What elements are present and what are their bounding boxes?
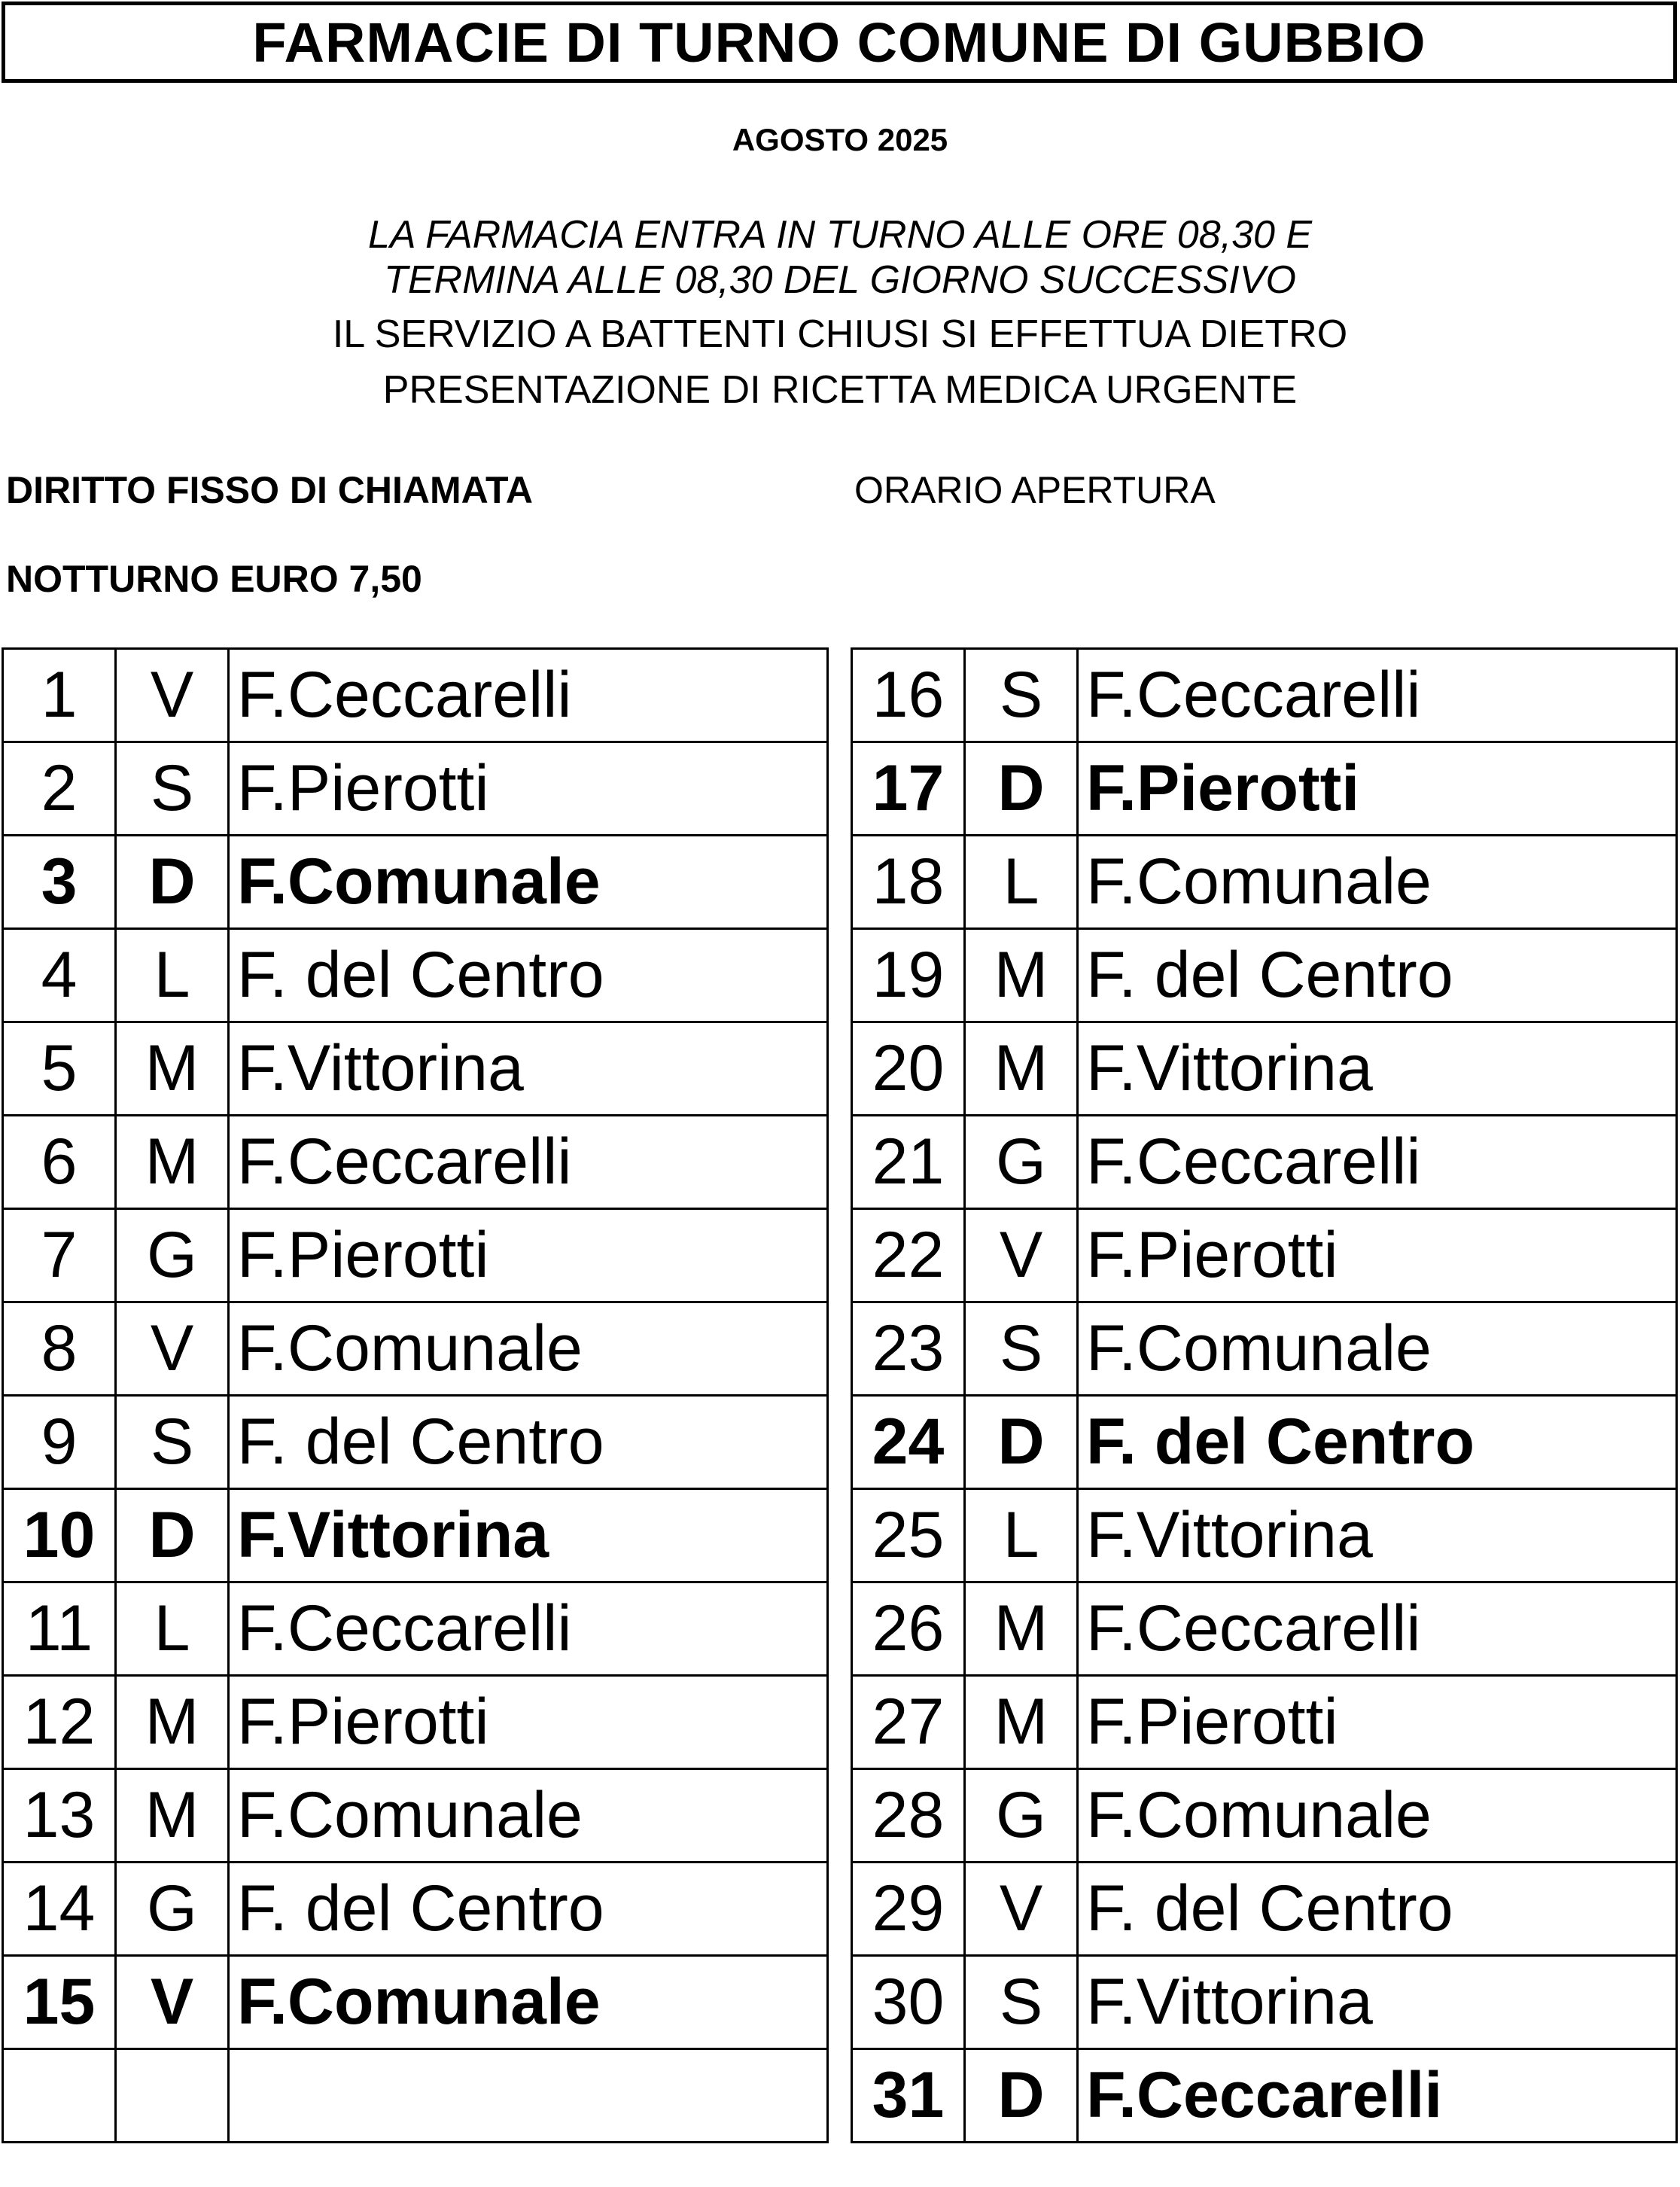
weekday-cell: S	[965, 1956, 1078, 2049]
weekday-cell: G	[965, 1769, 1078, 1863]
table-row	[852, 1396, 1677, 1489]
table-row	[3, 649, 828, 742]
day-cell: 20	[852, 1022, 965, 1116]
pharmacy-cell: F.Pierotti	[229, 1209, 828, 1302]
day-cell: 2	[3, 742, 116, 836]
info-line-2: TERMINA ALLE 08,30 DEL GIORNO SUCCESSIVO	[384, 258, 1296, 302]
day-cell: 24	[852, 1396, 965, 1489]
weekday-cell: V	[965, 1209, 1078, 1302]
info-line-3: IL SERVIZIO A BATTENTI CHIUSI SI EFFETTUA DIETRO	[332, 312, 1348, 356]
day-cell: 25	[852, 1489, 965, 1582]
weekday-cell: M	[965, 1676, 1078, 1769]
day-cell: 9	[3, 1396, 116, 1489]
schedule-table-left	[2, 647, 829, 2143]
table-row	[852, 2049, 1677, 2143]
day-cell: 15	[3, 1956, 116, 2049]
weekday-cell: D	[116, 1489, 229, 1582]
pharmacy-cell: F.Ceccarelli	[229, 1116, 828, 1209]
info-line-4: PRESENTAZIONE DI RICETTA MEDICA URGENTE	[382, 368, 1298, 412]
day-cell: 14	[3, 1863, 116, 1956]
table-row	[3, 1956, 828, 2049]
pharmacy-cell: F.Vittorina	[229, 1022, 828, 1116]
pharmacy-cell: F.Comunale	[229, 1302, 828, 1396]
weekday-cell: L	[965, 836, 1078, 929]
weekday-cell: S	[116, 742, 229, 836]
weekday-cell: G	[116, 1209, 229, 1302]
weekday-cell: G	[965, 1116, 1078, 1209]
day-cell: 16	[852, 649, 965, 742]
weekday-cell: S	[965, 1302, 1078, 1396]
pharmacy-cell: F. del Centro	[229, 929, 828, 1022]
pharmacy-cell: F.Ceccarelli	[1078, 1116, 1677, 1209]
table-row	[852, 1582, 1677, 1676]
opening-hours-label: ORARIO APERTURA	[854, 469, 1216, 511]
pharmacy-cell: F.Comunale	[1078, 1769, 1677, 1863]
table-row	[3, 1769, 828, 1863]
weekday-cell: D	[965, 2049, 1078, 2143]
weekday-cell: V	[116, 1956, 229, 2049]
day-cell: 19	[852, 929, 965, 1022]
weekday-cell: M	[965, 1022, 1078, 1116]
weekday-cell: S	[116, 1396, 229, 1489]
table-row	[3, 1676, 828, 1769]
weekday-cell: M	[965, 1582, 1078, 1676]
day-cell: 18	[852, 836, 965, 929]
day-cell: 26	[852, 1582, 965, 1676]
weekday-cell: M	[965, 929, 1078, 1022]
pharmacy-cell: F.Vittorina	[1078, 1489, 1677, 1582]
pharmacy-cell: F. del Centro	[1078, 1863, 1677, 1956]
pharmacy-cell: F.Ceccarelli	[1078, 1582, 1677, 1676]
table-row	[852, 836, 1677, 929]
weekday-cell: V	[965, 1863, 1078, 1956]
month-heading: AGOSTO 2025	[732, 122, 948, 157]
table-row	[852, 929, 1677, 1022]
day-cell: 6	[3, 1116, 116, 1209]
fee-label: DIRITTO FISSO DI CHIAMATA	[6, 469, 533, 511]
table-row	[3, 742, 828, 836]
table-row	[3, 1302, 828, 1396]
table-row	[3, 1582, 828, 1676]
pharmacy-cell: F.Pierotti	[1078, 1676, 1677, 1769]
pharmacy-cell: F.Ceccarelli	[229, 1582, 828, 1676]
weekday-cell: M	[116, 1769, 229, 1863]
pharmacy-cell: F.Comunale	[1078, 1302, 1677, 1396]
page-title: FARMACIE DI TURNO COMUNE DI GUBBIO	[2, 2, 1677, 83]
table-row	[852, 1863, 1677, 1956]
table-row	[852, 742, 1677, 836]
table-row	[3, 836, 828, 929]
pharmacy-cell: F.Pierotti	[229, 742, 828, 836]
table-row	[852, 1302, 1677, 1396]
pharmacy-cell	[229, 2049, 828, 2143]
pharmacy-cell: F.Pierotti	[229, 1676, 828, 1769]
weekday-cell	[116, 2049, 229, 2143]
night-fee-value: NOTTURNO EURO 7,50	[6, 558, 422, 600]
pharmacy-cell: F.Vittorina	[229, 1489, 828, 1582]
table-row	[3, 929, 828, 1022]
schedule-table-right	[851, 647, 1678, 2143]
day-cell: 11	[3, 1582, 116, 1676]
day-cell: 23	[852, 1302, 965, 1396]
pharmacy-cell: F.Vittorina	[1078, 1956, 1677, 2049]
day-cell: 22	[852, 1209, 965, 1302]
table-row	[852, 1209, 1677, 1302]
weekday-cell: M	[116, 1116, 229, 1209]
day-cell: 1	[3, 649, 116, 742]
pharmacy-cell: F.Ceccarelli	[1078, 649, 1677, 742]
pharmacy-cell: F.Pierotti	[1078, 742, 1677, 836]
table-row	[852, 1769, 1677, 1863]
table-row	[852, 1489, 1677, 1582]
weekday-cell: G	[116, 1863, 229, 1956]
day-cell: 5	[3, 1022, 116, 1116]
weekday-cell: D	[965, 1396, 1078, 1489]
table-row	[852, 649, 1677, 742]
pharmacy-cell: F. del Centro	[1078, 1396, 1677, 1489]
weekday-cell: L	[116, 1582, 229, 1676]
day-cell: 7	[3, 1209, 116, 1302]
table-row	[3, 1396, 828, 1489]
weekday-cell: V	[116, 1302, 229, 1396]
weekday-cell: M	[116, 1676, 229, 1769]
weekday-cell: V	[116, 649, 229, 742]
pharmacy-cell: F. del Centro	[229, 1396, 828, 1489]
pharmacy-cell: F.Comunale	[229, 836, 828, 929]
day-cell: 30	[852, 1956, 965, 2049]
table-row	[852, 1116, 1677, 1209]
day-cell: 31	[852, 2049, 965, 2143]
table-row	[3, 1209, 828, 1302]
day-cell: 13	[3, 1769, 116, 1863]
day-cell	[3, 2049, 116, 2143]
weekday-cell: D	[116, 836, 229, 929]
table-row	[3, 2049, 828, 2143]
day-cell: 17	[852, 742, 965, 836]
table-row	[3, 1489, 828, 1582]
weekday-cell: M	[116, 1022, 229, 1116]
weekday-cell: L	[965, 1489, 1078, 1582]
weekday-cell: S	[965, 649, 1078, 742]
table-row	[852, 1022, 1677, 1116]
pharmacy-cell: F.Comunale	[229, 1956, 828, 2049]
pharmacy-cell: F. del Centro	[1078, 929, 1677, 1022]
table-row	[3, 1863, 828, 1956]
pharmacy-cell: F.Pierotti	[1078, 1209, 1677, 1302]
day-cell: 3	[3, 836, 116, 929]
pharmacy-cell: F. del Centro	[229, 1863, 828, 1956]
info-line-1: LA FARMACIA ENTRA IN TURNO ALLE ORE 08,30 E	[367, 213, 1313, 257]
day-cell: 27	[852, 1676, 965, 1769]
day-cell: 29	[852, 1863, 965, 1956]
weekday-cell: D	[965, 742, 1078, 836]
pharmacy-cell: F.Ceccarelli	[1078, 2049, 1677, 2143]
weekday-cell: L	[116, 929, 229, 1022]
table-row	[852, 1956, 1677, 2049]
table-row	[852, 1676, 1677, 1769]
day-cell: 4	[3, 929, 116, 1022]
day-cell: 12	[3, 1676, 116, 1769]
day-cell: 28	[852, 1769, 965, 1863]
table-row	[3, 1022, 828, 1116]
pharmacy-cell: F.Comunale	[1078, 836, 1677, 929]
pharmacy-cell: F.Ceccarelli	[229, 649, 828, 742]
day-cell: 10	[3, 1489, 116, 1582]
pharmacy-cell: F.Comunale	[229, 1769, 828, 1863]
day-cell: 8	[3, 1302, 116, 1396]
day-cell: 21	[852, 1116, 965, 1209]
pharmacy-cell: F.Vittorina	[1078, 1022, 1677, 1116]
table-row	[3, 1116, 828, 1209]
